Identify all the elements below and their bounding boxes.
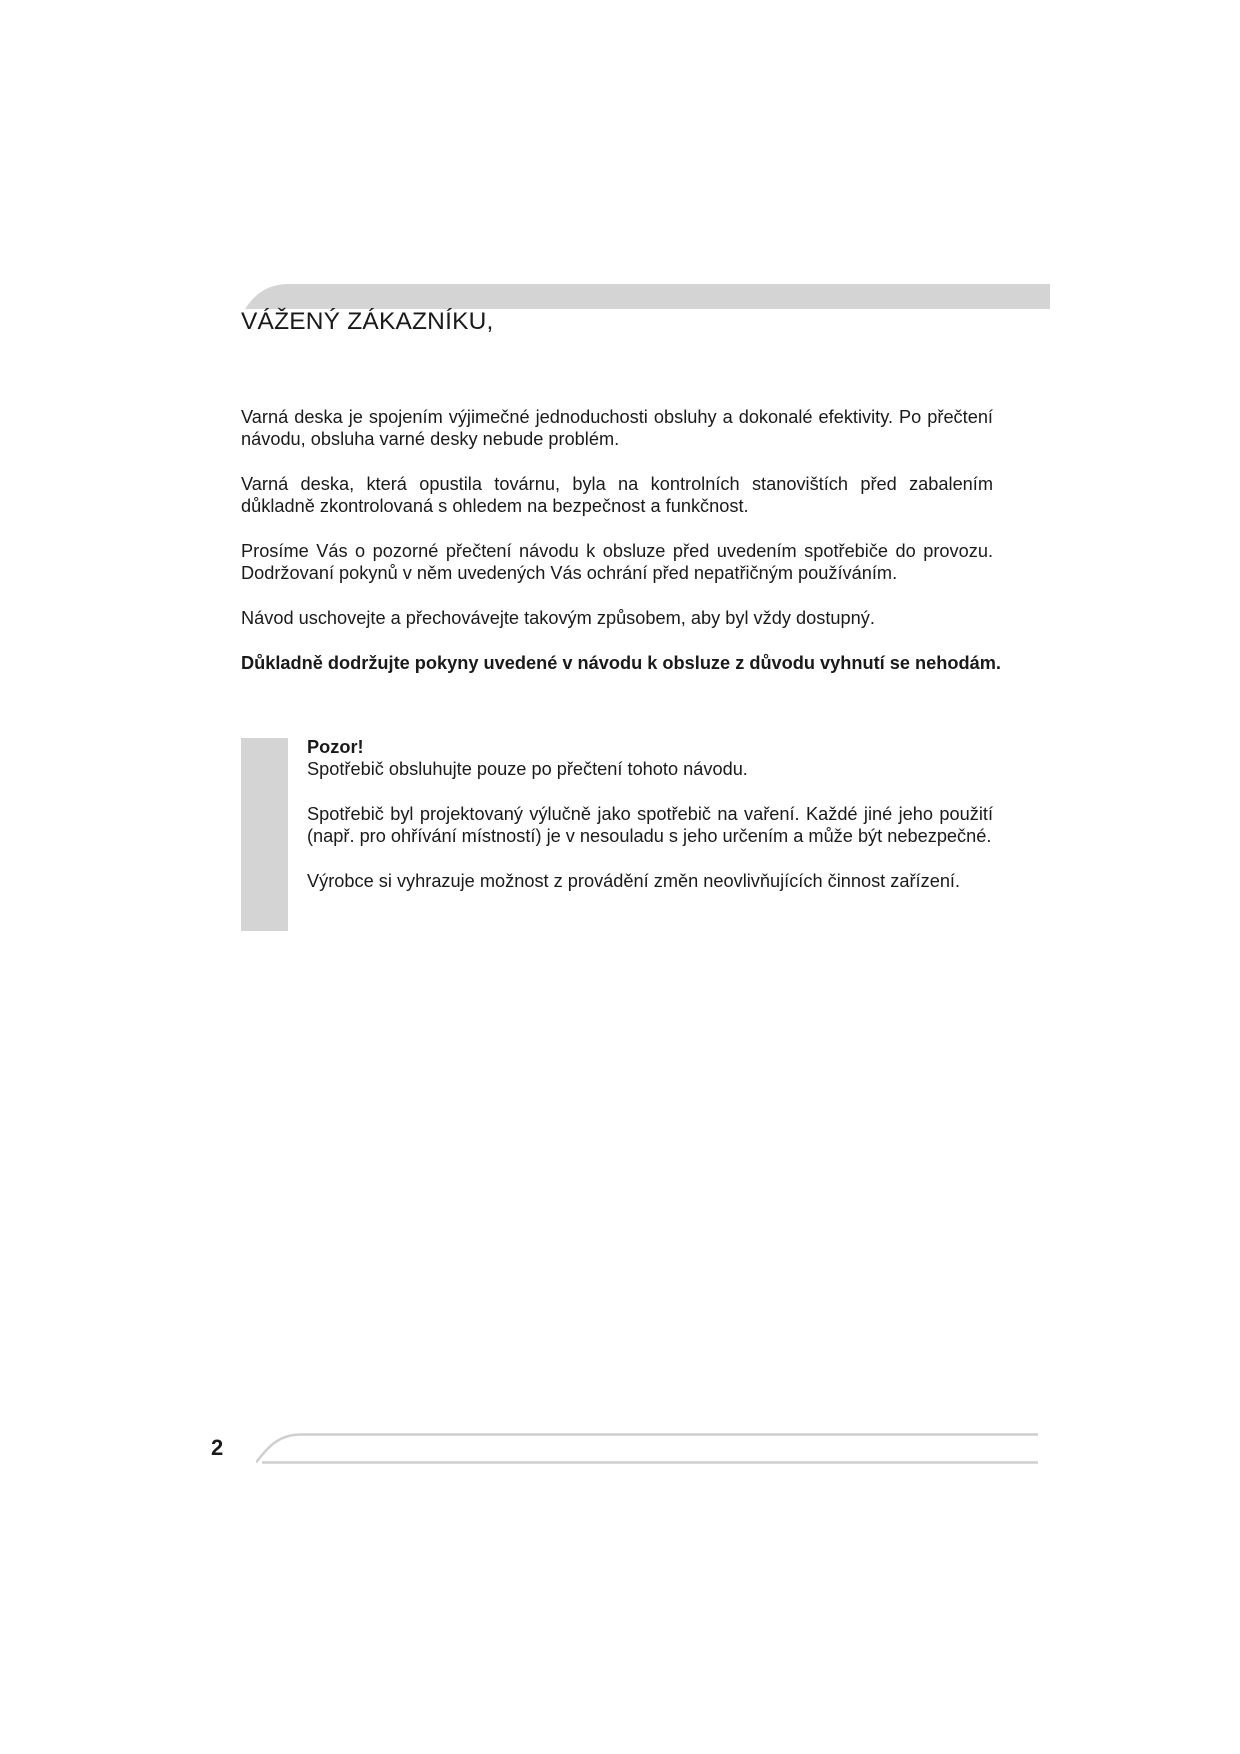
- header-band: [245, 284, 1050, 309]
- warning-first-paragraph: [307, 736, 993, 780]
- warning-box: [307, 736, 993, 915]
- intro-paragraph: Návod uschovejte a přechovávejte takovým způsobem, aby byl vždy dostupný.: [241, 608, 875, 628]
- warning-paragraph: Spotřebič byl projektovaný výlučně jako spotřebič na vaření. Každé jiné jeho použití (např. pro ohřívání místností) je v nesouladu s jeho určením a může být nebezpečné.: [307, 804, 993, 846]
- page-title: VÁŽENÝ ZÁKAZNÍKU,: [241, 308, 494, 335]
- warning-line: Spotřebič obsluhujte pouze po přečtení tohoto návodu.: [307, 759, 748, 779]
- bold-note: Důkladně dodržujte pokyny uvedené v návodu k obsluze z důvodu vyhnutí se nehodám.: [241, 653, 1001, 673]
- intro-section: [241, 406, 1001, 697]
- intro-paragraph: Prosíme Vás o pozorné přečtení návodu k obsluze před uvedením spotřebiče do provozu. Dodržovaní pokynů v něm uvedených Vás ochrání před nepatřičným používáním.: [241, 541, 993, 583]
- warning-heading: Pozor!: [307, 737, 364, 757]
- warning-sidebar-bar: [241, 738, 288, 931]
- page-number: 2: [211, 1435, 224, 1460]
- footer-band: [256, 1433, 1038, 1464]
- intro-paragraph: Varná deska je spojením výjimečné jednoduchosti obsluhy a dokonalé efektivity. Po přečtení návodu, obsluha varné desky nebude problém.: [241, 407, 993, 449]
- warning-paragraph: Výrobce si vyhrazuje možnost z provádění změn neovlivňujících činnost zařízení.: [307, 871, 961, 891]
- intro-paragraph: Varná deska, která opustila továrnu, byla na kontrolních stanovištích před zabalením důkladně zkontrolovaná s ohledem na bezpečnost a funkčnost.: [241, 474, 993, 516]
